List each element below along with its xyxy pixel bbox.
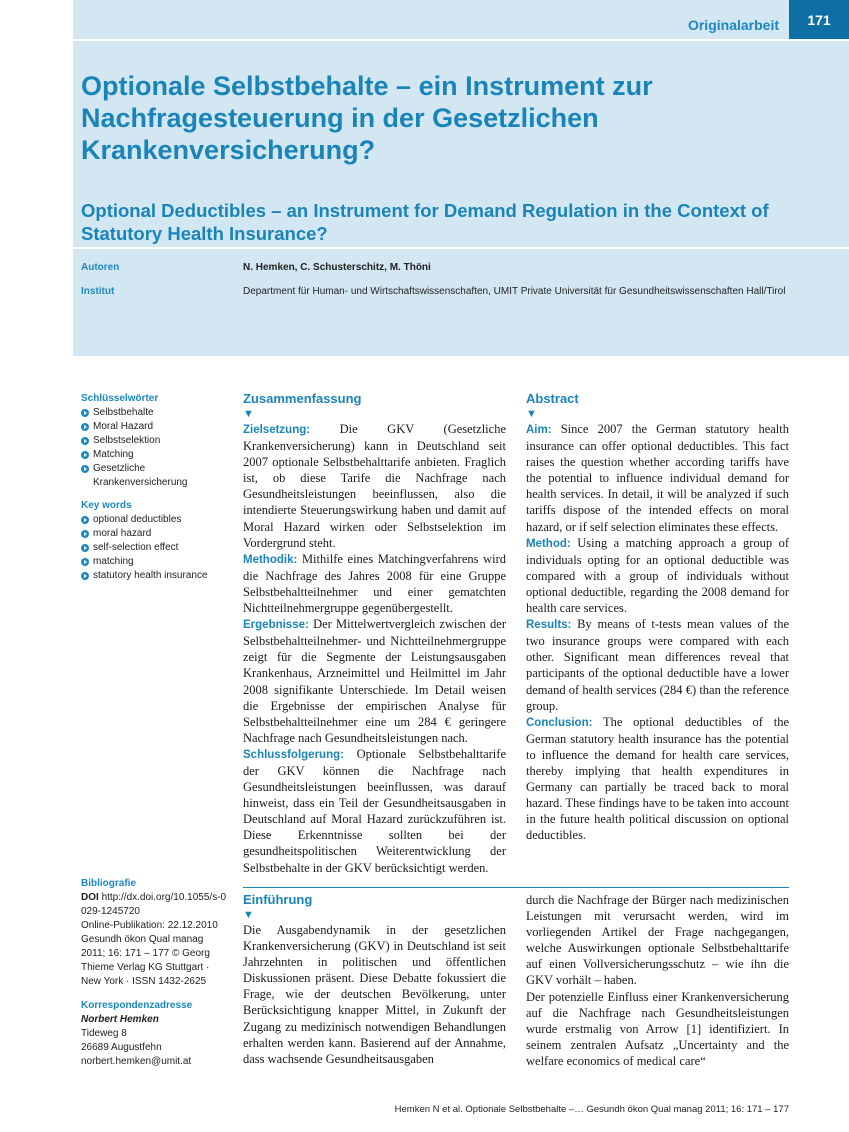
method-label: Method: — [526, 537, 571, 550]
results-text: By means of t-tests mean values of the two insurance groups were compared with each other. Significant mean differences reveal that participants of the optional deductible have a lower demand of health services (284 €) than the reference group. — [526, 617, 790, 713]
abstract-de-results — [243, 616, 506, 746]
introduction-paragraph: Die Ausgabendynamik in der gesetzlichen Krankenversicherung (GKV) in Deutschland ist seit Jahrzehnten in politischen und öffentlichen Diskussionen präsent. Diese Debatte fokussiert die Frage, wie der deutschen Bevölkerung, unter Berücksichtigung knapper Mittel, in Zukunft der Zugang zu medizinisch notwendigen Behandlungen erhalten werden kann. Basierend auf der Annahme, dass wachsende Gesundheitsausgaben — [243, 923, 506, 1066]
keyword-item: Selbstselektion — [81, 434, 231, 448]
running-footer: Hemken N et al. Optionale Selbstbehalte –… Gesundh ökon Qual manag 2011; 16: 171 – 177 — [394, 1104, 789, 1115]
keyword-item: Matching — [81, 448, 231, 462]
abstract-de-method — [243, 551, 506, 616]
abstract-en-method — [526, 535, 789, 616]
introduction-right-column — [526, 892, 789, 1069]
keywords-en-heading: Key words — [81, 500, 132, 511]
online-publication: Online-Publikation: 22.12.2010 — [81, 920, 218, 931]
keywords-panel — [81, 392, 231, 583]
triangle-down-icon: ▼ — [526, 408, 537, 420]
triangle-down-icon: ▼ — [243, 909, 254, 921]
triangle-down-icon: ▼ — [243, 408, 254, 420]
header-divider — [73, 39, 849, 41]
institute: Department für Human- und Wirtschaftswissenschaften, UMIT Private Universität für Gesundheitswissenschaften Hall/Tirol — [243, 286, 786, 297]
doi-block — [81, 891, 227, 919]
correspondence-email[interactable]: norbert.hemken@umit.at — [81, 1056, 192, 1067]
keyword-item: Moral Hazard — [81, 420, 231, 434]
aim-label: Aim: — [526, 424, 552, 436]
correspondence-name: Norbert Hemken — [81, 1014, 159, 1025]
institute-label: Institut — [81, 286, 115, 297]
results-label: Results: — [526, 619, 572, 632]
keyword-item: moral hazard — [81, 527, 231, 541]
keywords-de-heading: Schlüsselwörter — [81, 393, 159, 404]
keyword-item: optional deductibles — [81, 513, 231, 527]
introduction-paragraph: durch die Nachfrage der Bürger nach medizinischen Leistungen mit verursacht werden, wird im vorliegenden Artikel der Frage nachgegangen, welche Auswirkungen optionale Selbstbehalttarife auf einen Vollversicherungsschutz – wie ihn die GKV vorhält – haben. — [526, 893, 789, 988]
bibliography-panel — [81, 877, 227, 1069]
keyword-item: Gesetzliche Krankenversicherung — [81, 462, 231, 490]
keyword-item: Selbstbehalte — [81, 406, 231, 420]
journal-citation: Gesundh ökon Qual manag 2011; 16: 171 – 177 © Georg Thieme Verlag KG Stuttgart · New York · ISSN 1432-2625 — [81, 934, 210, 987]
authors: N. Hemken, C. Schusterschitz, M. Thöni — [243, 262, 431, 273]
keywords-en-list — [81, 513, 231, 583]
keyword-item: self-selection effect — [81, 541, 231, 555]
conclusion-text: Optionale Selbstbehalttarife der GKV können die Nachfrage nach Gesundheitsleistungen beeinflussen, was darauf hinweist, dass ein Teil der Gesundheitsausgaben in Deutschland auf Moral Hazard zurückzuführen ist. Diese Erkenntnisse sollten bei der gesundheitspolitischen Weiterentwicklung der Selbstbehalte in der GKV berücksichtigt werden. — [243, 746, 506, 875]
method-label: Methodik: — [243, 553, 298, 566]
conclusion-label: Schlussfolgerung: — [243, 748, 344, 761]
conclusion-label: Conclusion: — [526, 716, 593, 729]
introduction-left-column — [243, 892, 506, 1067]
abstract-de — [243, 391, 506, 876]
page-number: 171 — [789, 0, 849, 39]
abstract-de-heading: Zusammenfassung — [243, 391, 362, 406]
article-title-en: Optional Deductibles – an Instrument for Demand Regulation in the Context of Statutory Health Insurance? — [81, 200, 769, 244]
article-title-de: Optionale Selbstbehalte – ein Instrument zur Nachfragesteuerung in der Gesetzlichen Krankenversicherung? — [81, 71, 653, 165]
method-text: Using a matching approach a group of individuals opting for an optional deductible was compared with a group of individuals without optional deductible, regarding the 2008 demand for health care services. — [526, 535, 790, 616]
section-label: Originalarbeit — [687, 17, 779, 33]
conclusion-text: The optional deductibles of the German statutory health insurance has the potential to influence the demand for health care services, thereby implying that health expenditures in Germany can partially be traced back to moral hazard. These findings have to be taken into account in the future health political discussion on optional deductibles. — [526, 714, 789, 843]
abstract-de-aim — [243, 421, 506, 551]
method-text: Mithilfe eines Matchingverfahrens wird die Nachfrage des Jahres 2008 für eine Gruppe Selbstbehaltteilnehmer und einer gematchten Nichtteilnehmergruppe gegenübergestellt. — [243, 551, 507, 616]
keyword-item: statutory health insurance — [81, 569, 231, 583]
introduction-heading: Einführung — [243, 892, 313, 907]
abstract-en — [526, 391, 789, 843]
bibliography-heading: Bibliografie — [81, 878, 137, 889]
results-text: Der Mittelwertvergleich zwischen der Selbstbehaltteilnehmer- und Nichtteilnehmergruppe zeigt für die Segmente der Leistungsausgaben Krankenhaus, Arzneimittel und Heilmittel im Jahr 2008 signifikante Unterschiede. Im Detail weisen die Ergebnisse der empirischen Analyse für Selbstbehaltteilnehmer eine um 284 € geringere Nachfrage nach Gesundheitsleistungen nach. — [243, 617, 507, 745]
abstract-en-heading: Abstract — [526, 391, 579, 406]
introduction-rule — [243, 887, 789, 888]
keyword-item: matching — [81, 555, 231, 569]
abstract-en-conclusion — [526, 714, 789, 844]
results-label: Ergebnisse: — [243, 619, 309, 632]
correspondence-street: Tideweg 8 — [81, 1028, 127, 1039]
authors-label: Autoren — [81, 262, 120, 273]
aim-label: Zielsetzung: — [243, 424, 311, 436]
aim-text: Since 2007 the German statutory health insurance can offer optional deductibles. This fact raises the question whether according tariffs have the potential to influence individual demand for health services. In detail, it will be analyzed if such tariffs dispose of the intended effects on moral hazard, or if self selection eliminates these effects. — [526, 422, 789, 534]
correspondence-city: 26689 Augustfehn — [81, 1042, 162, 1053]
abstract-de-conclusion — [243, 746, 506, 876]
doi-label: DOI — [81, 892, 99, 903]
abstract-en-aim — [526, 421, 789, 535]
title-divider — [73, 247, 849, 249]
doi-link[interactable]: http://dx.doi.org/10.1055/s-0029-1245720 — [81, 892, 227, 917]
introduction-paragraph: Der potenzielle Einfluss einer Krankenversicherung auf die Nachfrage nach Gesundheitsleistungen wurde erstmalig von Arrow [1] identifiziert. In seinem zentralen Aufsatz „Uncertainty and the welfare economics of medical care“ — [526, 989, 789, 1068]
correspondence-heading: Korrespondenzadresse — [81, 1000, 193, 1011]
header-band — [73, 0, 849, 356]
abstract-en-results — [526, 616, 789, 714]
aim-text: Die GKV (Gesetzliche Krankenversicherung) kann in Deutschland seit 2007 optionale Selbstbehalttarife anbieten. Fraglich ist, ob diese Tarife die Nachfrage nach Gesundheitsleistungen beeinflussen, also die intendierte Steuerungswirkung haben und damit auf Moral Hazard wirken oder Selbstselektion im Vordergrund steht. — [243, 422, 506, 550]
keywords-de-list — [81, 406, 231, 490]
